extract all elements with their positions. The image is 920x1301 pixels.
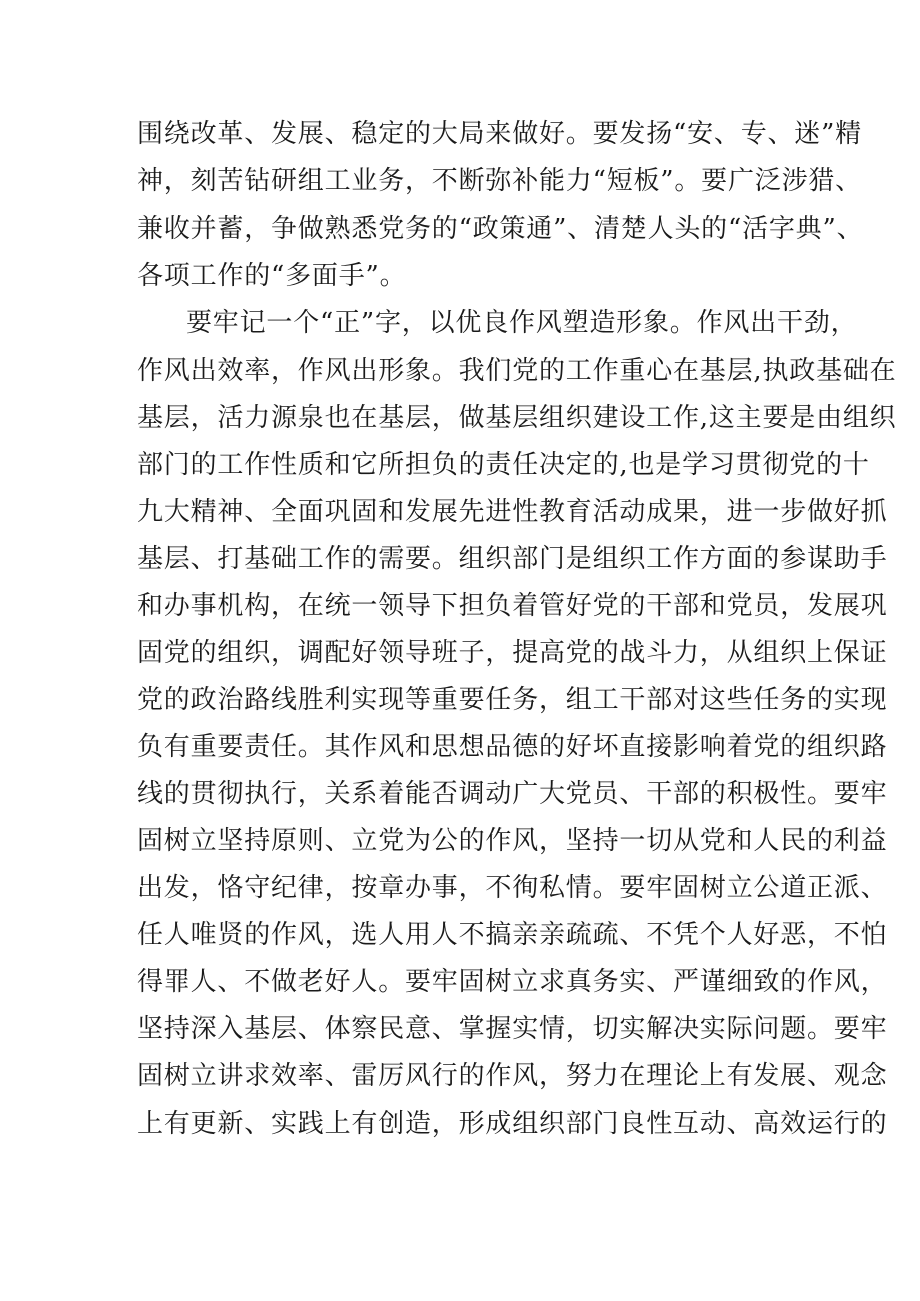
text-line: 和办事机构，在统一领导下担负着管好党的干部和党员，发展巩 bbox=[137, 591, 888, 621]
paragraph-start-line: 要牢记一个“正”字，以优良作风塑造形象。作风出干劲， bbox=[186, 308, 858, 338]
text-line: 神，刻苦钻研组工业务，不断弥补能力“短板”。要广泛涉猎、 bbox=[137, 166, 862, 196]
text-line: 各项工作的“多面手”。 bbox=[137, 261, 407, 291]
text-line: 部门的工作性质和它所担负的责任决定的,也是学习贯彻党的十 bbox=[137, 450, 870, 480]
text-line: 基层，活力源泉也在基层，做基层组织建设工作,这主要是由组织 bbox=[137, 403, 897, 433]
text-line: 围绕改革、发展、稳定的大局来做好。要发扬“安、专、迷”精 bbox=[137, 119, 862, 149]
text-line: 兼收并蓄，争做熟悉党务的“政策通”、清楚人头的“活字典”、 bbox=[137, 214, 864, 244]
text-line: 任人唯贤的作风，选人用人不搞亲亲疏疏、不凭个人好恶，不怕 bbox=[137, 920, 888, 950]
text-line: 坚持深入基层、体察民意、掌握实情，切实解决实际问题。要牢 bbox=[137, 1014, 888, 1044]
text-line: 基层、打基础工作的需要。组织部门是组织工作方面的参谋助手 bbox=[137, 544, 888, 574]
text-line: 固党的组织，调配好领导班子，提高党的战斗力，从组织上保证 bbox=[137, 638, 888, 668]
text-line: 作风出效率，作风出形象。我们党的工作重心在基层,执政基础在 bbox=[137, 356, 897, 386]
text-line: 负有重要责任。其作风和思想品德的好坏直接影响着党的组织路 bbox=[137, 732, 888, 762]
text-line: 党的政治路线胜利实现等重要任务，组工干部对这些任务的实现 bbox=[137, 685, 888, 715]
text-line: 九大精神、全面巩固和发展先进性教育活动成果，进一步做好抓 bbox=[137, 497, 888, 527]
text-line: 出发，恪守纪律，按章办事，不徇私情。要牢固树立公道正派、 bbox=[137, 873, 888, 903]
text-line: 线的贯彻执行，关系着能否调动广大党员、干部的积极性。要牢 bbox=[137, 779, 888, 809]
text-line: 固树立讲求效率、雷厉风行的作风，努力在理论上有发展、观念 bbox=[137, 1061, 888, 1091]
text-line: 固树立坚持原则、立党为公的作风，坚持一切从党和人民的利益 bbox=[137, 826, 888, 856]
text-line: 得罪人、不做老好人。要牢固树立求真务实、严谨细致的作风， bbox=[137, 967, 888, 997]
text-line: 上有更新、实践上有创造，形成组织部门良性互动、高效运行的 bbox=[137, 1109, 888, 1139]
